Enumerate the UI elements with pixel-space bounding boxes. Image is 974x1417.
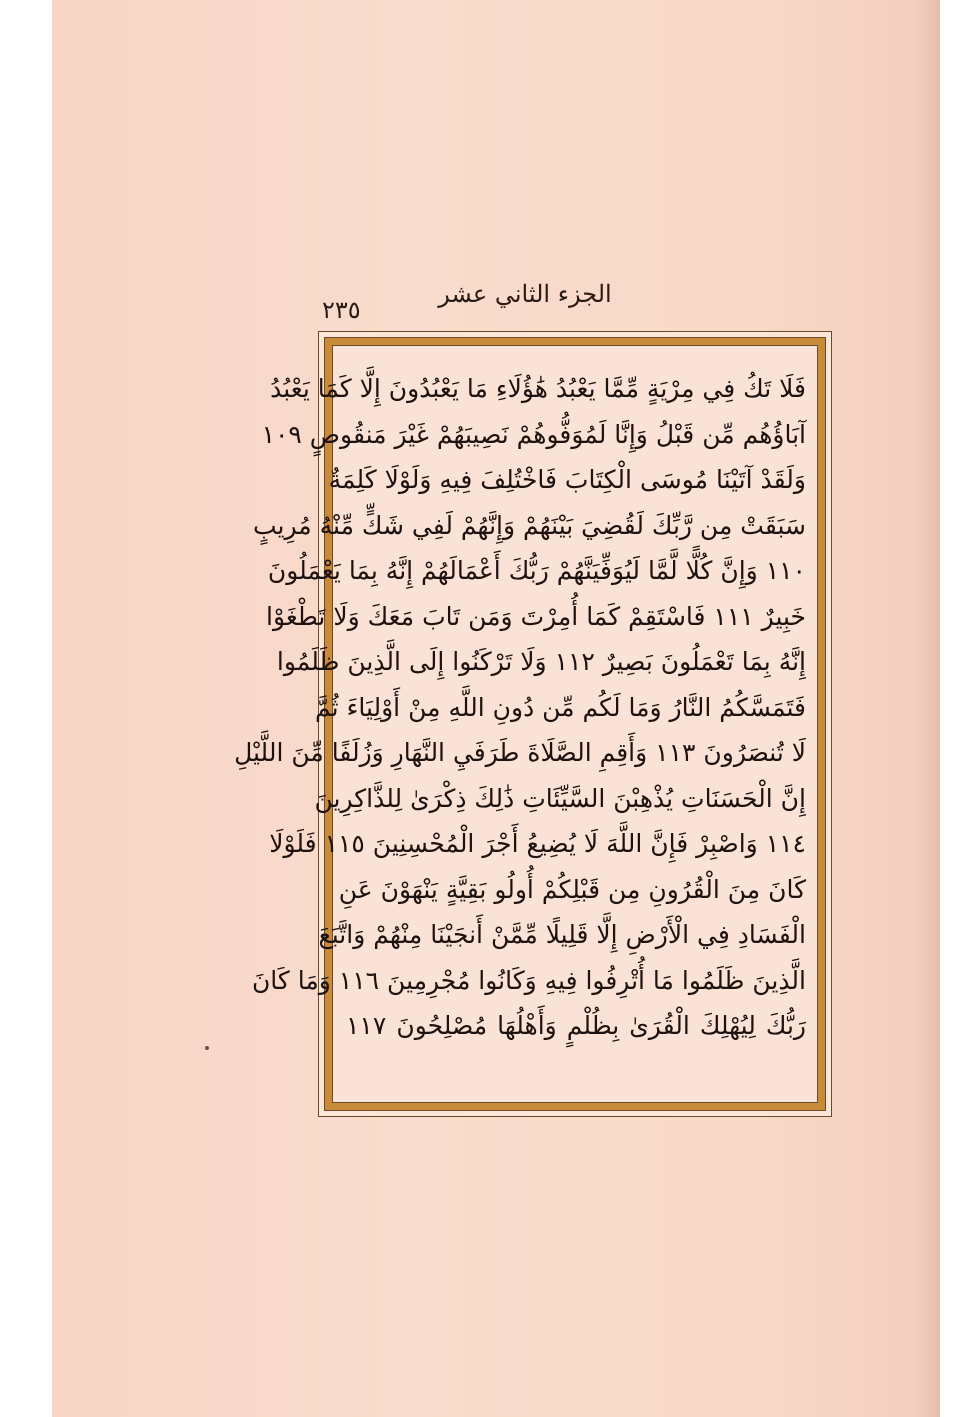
- ink-speck: [205, 1046, 209, 1050]
- left-white-margin: [0, 0, 52, 1417]
- verse-line: سَبَقَتْ مِن رَّبِّكَ لَقُضِيَ بَيْنَهُمْ وَإِنَّهُمْ لَفِي شَكٍّ مِّنْهُ مُرِيبٍ: [252, 510, 806, 540]
- verse-line: ١١٠ وَإِنَّ كُلًّا لَّمَّا لَيُوَفِّيَنَّهُمْ رَبُّكَ أَعْمَالَهُمْ إِنَّهُ بِمَا يَعْمَلُونَ: [267, 556, 806, 585]
- verse-line: إِنَّهُ بِمَا تَعْمَلُونَ بَصِيرٌ ١١٢ وَلَا تَرْكَنُوا إِلَى الَّذِينَ ظَلَمُوا: [276, 647, 806, 676]
- verse-line: آبَاؤُهُم مِّن قَبْلُ وَإِنَّا لَمُوَفُّوهُمْ نَصِيبَهُمْ غَيْرَ مَنقُوصٍ ١٠٩: [261, 419, 806, 449]
- verse-line: رَبُّكَ لِيُهْلِكَ الْقُرَىٰ بِظُلْمٍ وَأَهْلُهَا مُصْلِحُونَ ١١٧: [346, 1011, 806, 1040]
- page-number: ٢٣٥: [322, 296, 361, 324]
- page-gutter-shadow: [914, 0, 940, 1417]
- juz-heading: الجزء الثاني عشر: [438, 280, 612, 308]
- verse-line: إِنَّ الْحَسَنَاتِ يُذْهِبْنَ السَّيِّئَاتِ ذَٰلِكَ ذِكْرَىٰ لِلذَّاكِرِينَ: [314, 783, 806, 813]
- text-frame: [234, 331, 832, 1117]
- right-white-margin: [940, 0, 974, 1417]
- verse-line: فَلَا تَكُ فِي مِرْيَةٍ مِّمَّا يَعْبُدُ هَٰؤُلَاءِ مَا يَعْبُدُونَ إِلَّا كَمَا يَعْبُدُ: [270, 374, 806, 403]
- verse-line: وَلَقَدْ آتَيْنَا مُوسَى الْكِتَابَ فَاخْتُلِفَ فِيهِ وَلَوْلَا كَلِمَةٌ: [328, 465, 806, 494]
- verse-line: ١١٤ وَاصْبِرْ فَإِنَّ اللَّهَ لَا يُضِيعُ أَجْرَ الْمُحْسِنِينَ ١١٥ فَلَوْلَا: [269, 829, 806, 858]
- verse-line: الْفَسَادِ فِي الْأَرْضِ إِلَّا قَلِيلًا مِّمَّنْ أَنجَيْنَا مِنْهُمْ وَاتَّبَعَ: [318, 920, 806, 949]
- verse-line: الَّذِينَ ظَلَمُوا مَا أُتْرِفُوا فِيهِ وَكَانُوا مُجْرِمِينَ ١١٦ وَمَا كَانَ: [251, 965, 806, 995]
- verse-line: كَانَ مِنَ الْقُرُونِ مِن قَبْلِكُمْ أُولُو بَقِيَّةٍ يَنْهَوْنَ عَنِ: [338, 874, 806, 904]
- verse-line: فَتَمَسَّكُمُ النَّارُ وَمَا لَكُم مِّن دُونِ اللَّهِ مِنْ أَوْلِيَاءَ ثُمَّ: [315, 692, 806, 722]
- verse-text-block: [234, 366, 806, 1049]
- verse-line: خَبِيرٌ ١١١ فَاسْتَقِمْ كَمَا أُمِرْتَ وَمَن تَابَ مَعَكَ وَلَا تَطْغَوْا: [266, 601, 806, 631]
- verse-line: لَا تُنصَرُونَ ١١٣ وَأَقِمِ الصَّلَاةَ طَرَفَيِ النَّهَارِ وَزُلَفًا مِّنَ اللَّيْلِ: [234, 738, 806, 767]
